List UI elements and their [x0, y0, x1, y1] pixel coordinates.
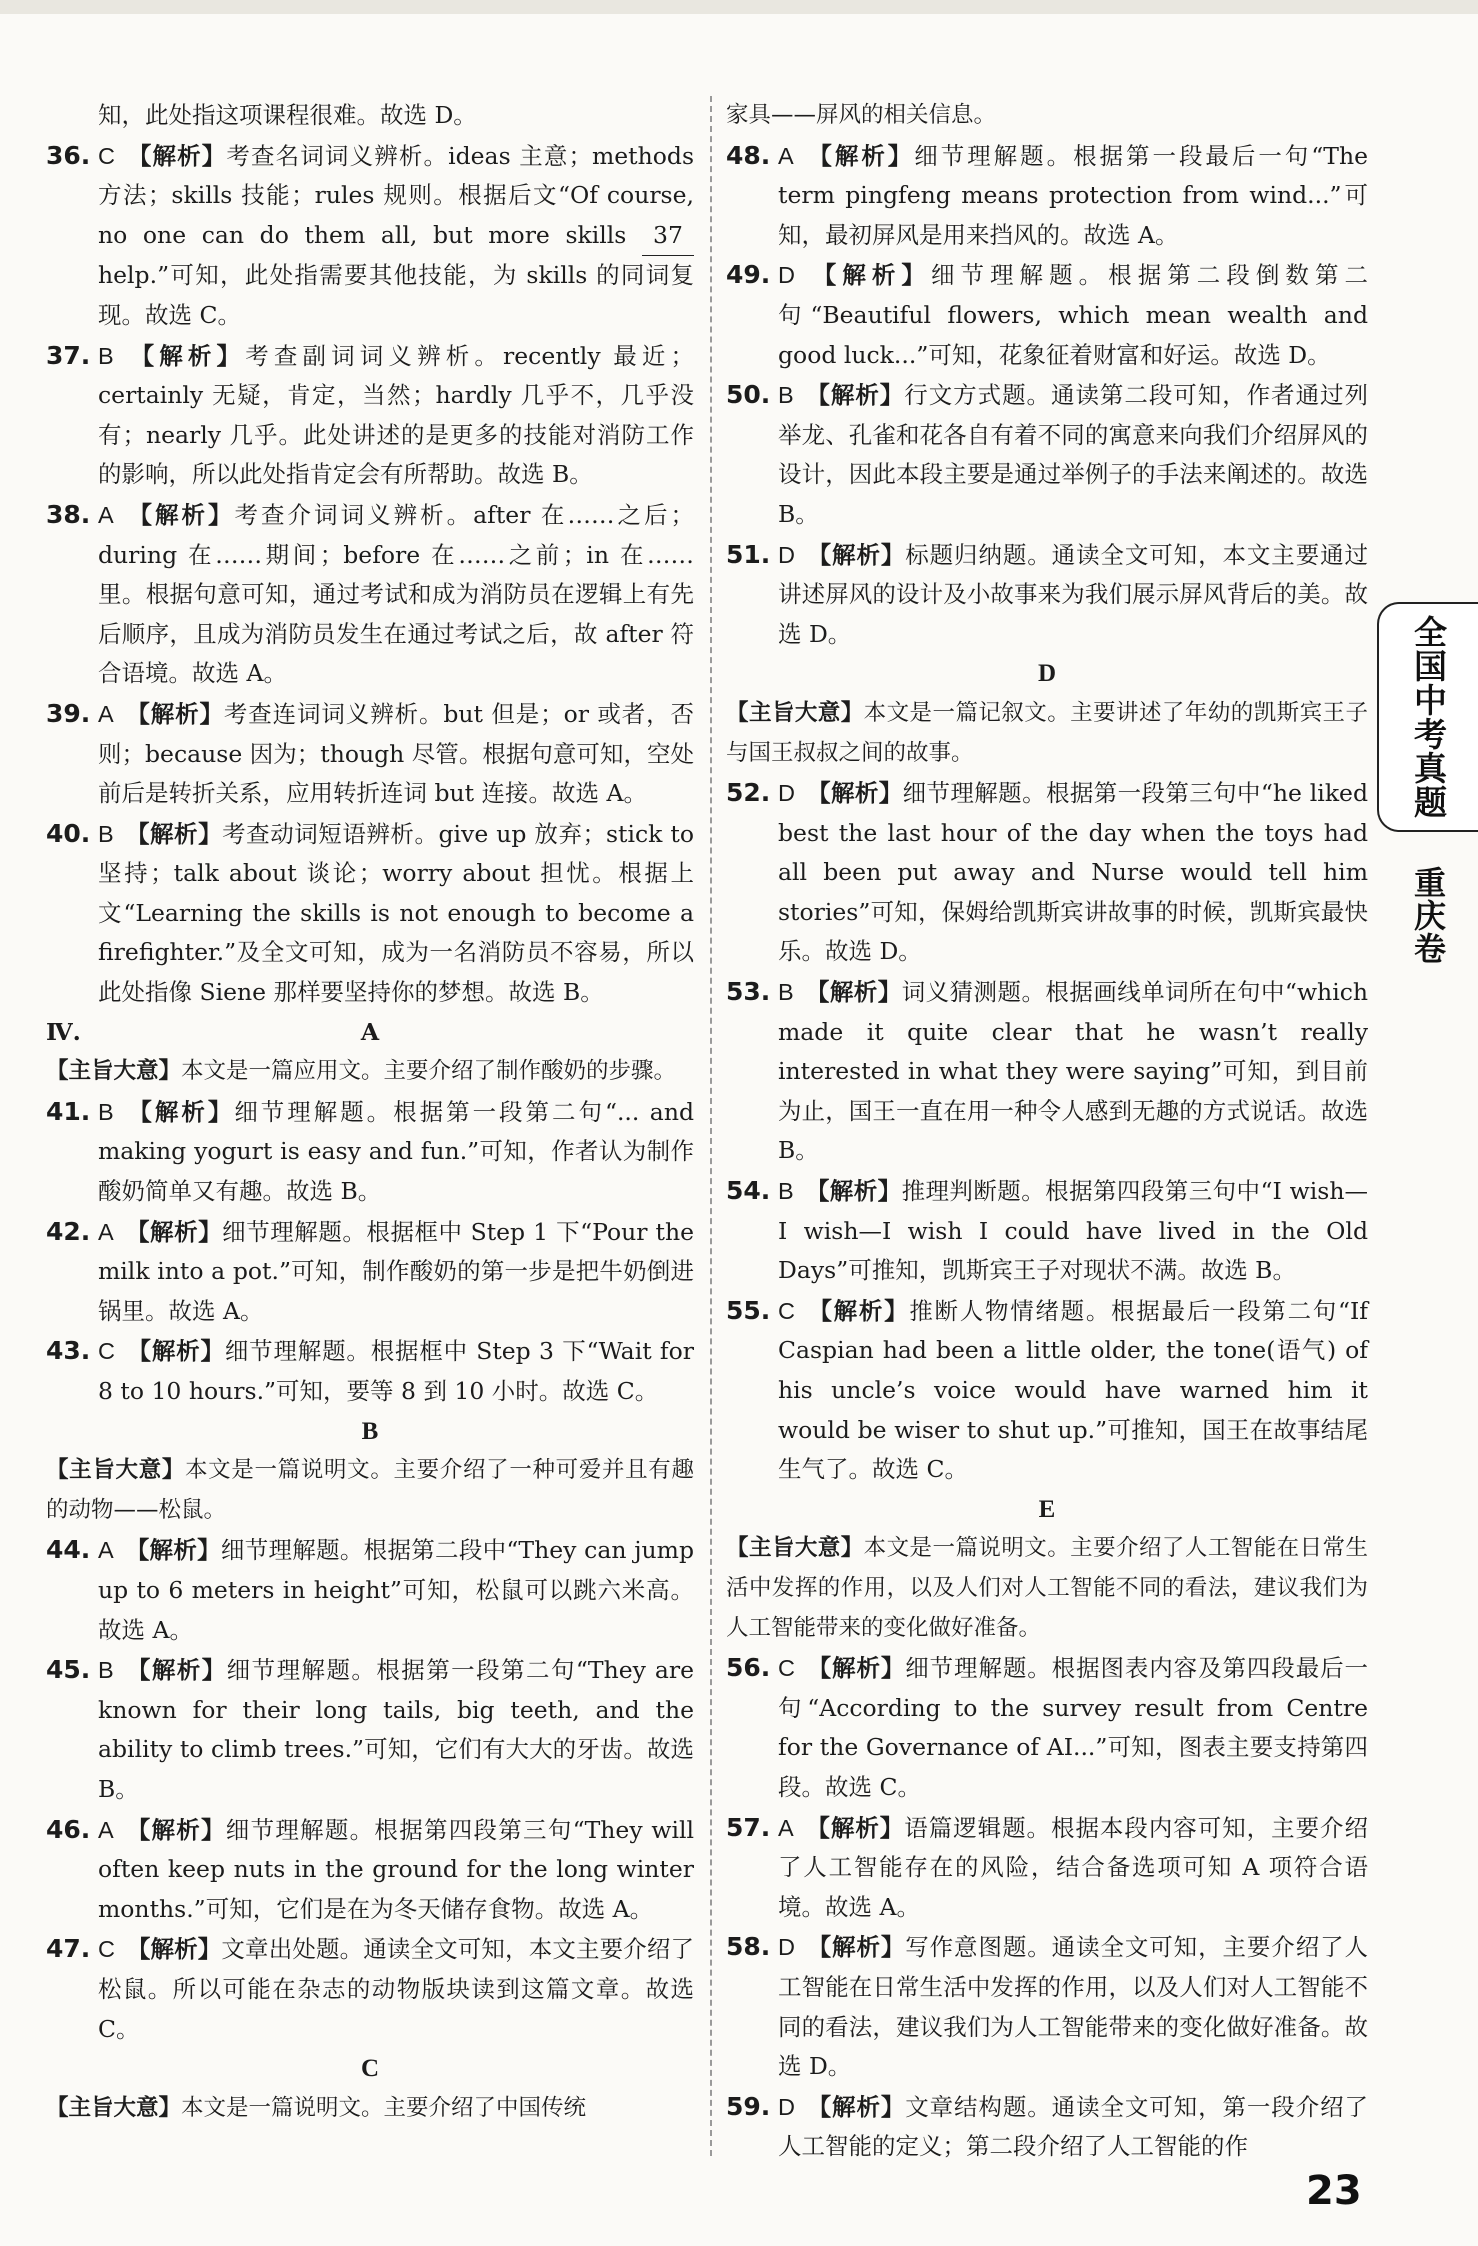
question-number: 50. — [726, 380, 771, 410]
answer-item — [46, 1929, 694, 2049]
answer-item — [726, 1291, 1368, 1490]
summary-text: 本文是一篇说明文。主要介绍了人工智能在日常生活中发挥的作用，以及人们对人工智能不同的看法，建议我们为人工智能带来的变化做好准备。 — [726, 1535, 1368, 1641]
question-number: 57. — [726, 1812, 771, 1842]
answer-item — [726, 2087, 1368, 2167]
answer-letter: A — [98, 501, 114, 528]
answer-letter: B — [98, 1098, 114, 1125]
right-column — [726, 96, 1368, 2167]
analysis-tag: 【解析】 — [125, 1097, 235, 1126]
question-number: 58. — [726, 1932, 771, 1962]
answer-letter: B — [778, 979, 794, 1006]
side-subtitle-text: 重庆卷 — [1409, 866, 1447, 965]
question-number: 55. — [726, 1295, 771, 1325]
analysis-text: 语篇逻辑题。根据本段内容可知，主要介绍了人工智能存在的风险，结合备选项可知 A 项符合语境。故选 A。 — [778, 1813, 1369, 1921]
side-subtitle — [1398, 866, 1458, 969]
answer-letter: A — [98, 1816, 114, 1843]
summary-paragraph — [726, 1529, 1368, 1648]
answer-letter: C — [98, 142, 115, 169]
answer-letter: A — [98, 1218, 114, 1245]
answer-letter: D — [778, 541, 795, 568]
analysis-text: 考查介词词义辨析。after 在……之后；during 在……期间；before 在……之前；in 在……里。根据句意可知，通过考试和成为消防员在逻辑上有先后顺序，且成为消防员发生在通过考试之后，故 after 符合语境。故选 A。 — [98, 500, 694, 688]
summary-paragraph — [46, 1052, 694, 1092]
analysis-text: 细节理解题。根据第一段第二句“They are known for their long tails, big teeth, and the ability to climb trees.”可知，它们有大大的牙齿。故选 B。 — [98, 1656, 694, 1803]
question-number: 36. — [46, 140, 91, 170]
answer-letter: A — [778, 142, 794, 169]
analysis-tag: 【解析】 — [806, 779, 903, 808]
analysis-text: 细节理解题。根据框中 Step 1 下“Pour the milk into a pot.”可知，制作酸奶的第一步是把牛奶倒进锅里。故选 A。 — [98, 1217, 695, 1325]
answer-item — [726, 972, 1368, 1171]
analysis-tag: 【解析】 — [805, 1813, 905, 1842]
analysis-tag: 【解析】 — [805, 1177, 902, 1206]
summary-tag: 【主旨大意】 — [46, 1058, 182, 1085]
answer-item — [726, 535, 1368, 655]
analysis-tag: 【解析】 — [125, 1815, 226, 1844]
analysis-text: 细节理解题。根据图表内容及第四段最后一句“According to the survey result from Centre for the Governance of AI...”可知，图表主要支持第四段。故选 C。 — [778, 1654, 1369, 1801]
answer-letter: C — [778, 1297, 795, 1324]
analysis-tag: 【解析】 — [806, 540, 906, 569]
question-number: 38. — [46, 499, 91, 529]
section-letter: A — [360, 1017, 380, 1046]
top-decoration — [0, 0, 1478, 14]
part-heading — [46, 1013, 694, 1053]
question-number: 39. — [46, 698, 91, 728]
analysis-text: 标题归纳题。通读全文可知，本文主要通过讲述屏风的设计及小故事来为我们展示屏风背后的美。故选 D。 — [778, 540, 1369, 648]
section-heading — [726, 1490, 1368, 1530]
side-tab-title: 全国中考真题 — [1409, 615, 1448, 819]
side-tab — [1377, 602, 1478, 832]
column-divider — [710, 96, 712, 2156]
answer-letter: A — [98, 700, 114, 727]
question-number: 40. — [46, 818, 91, 848]
analysis-text: 细节理解题。根据第二段倒数第二句“Beautiful flowers, which mean wealth and good luck...”可知，花象征着财富和好运。故选 D。 — [778, 261, 1369, 369]
analysis-text: 细节理解题。根据第一段最后一句“The term pingfeng means protection from wind...”可知，最初屏风是用来挡风的。故选 A。 — [778, 141, 1369, 249]
section-heading — [46, 2049, 694, 2089]
analysis-tag: 【解析】 — [806, 1654, 906, 1683]
question-number: 42. — [46, 1216, 91, 1246]
section-letter: D — [1037, 660, 1057, 688]
answer-letter: A — [98, 1537, 114, 1564]
answer-letter: D — [778, 262, 795, 289]
question-number: 43. — [46, 1336, 91, 1366]
summary-paragraph — [46, 2089, 694, 2129]
answer-item — [46, 1092, 694, 1212]
left-column — [46, 96, 694, 2128]
answer-item — [726, 136, 1368, 256]
page-number: 23 — [1306, 2168, 1362, 2214]
answer-letter: D — [778, 2093, 795, 2120]
question-number: 46. — [46, 1814, 91, 1844]
analysis-text: 细节理解题。根据第一段第二句“... and making yogurt is easy and fun.”可知，作者认为制作酸奶简单又有趣。故选 B。 — [98, 1097, 694, 1206]
answer-item — [46, 1331, 694, 1411]
question-number: 47. — [46, 1934, 91, 1964]
analysis-tag: 【解析】 — [126, 141, 227, 170]
answer-item — [726, 1927, 1368, 2086]
question-number: 51. — [726, 539, 771, 569]
blank-number: 37 — [642, 216, 694, 257]
analysis-text: 细节理解题。根据第四段第三句“They will often keep nuts in the ground for the long winter months.”可知，它们是在为冬天储存食物。故选 A。 — [98, 1815, 695, 1923]
analysis-tag: 【解析】 — [125, 1217, 223, 1246]
analysis-text: 细节理解题。根据框中 Step 3 下“Wait for 8 to 10 hours.”可知，要等 8 到 10 小时。故选 C。 — [98, 1337, 695, 1405]
answer-item — [726, 375, 1368, 534]
analysis-tag: 【解析】 — [805, 978, 902, 1007]
summary-text: 本文是一篇说明文。主要介绍了一种可爱并且有趣的动物——松鼠。 — [46, 1457, 694, 1523]
answer-item — [46, 814, 694, 1013]
analysis-tag: 【解析】 — [126, 1337, 225, 1366]
summary-tag: 【主旨大意】 — [726, 1535, 864, 1562]
answer-item — [46, 1650, 694, 1809]
summary-text: 家具——屏风的相关信息。 — [726, 102, 997, 128]
analysis-tag: 【解析】 — [125, 1656, 227, 1685]
analysis-tag: 【解析】 — [806, 261, 931, 290]
continued-text — [46, 96, 694, 136]
analysis-text: 考查连词词义辨析。but 但是；or 或者，否则；because 因为；though 尽管。根据句意可知，空处前后是转折关系，应用转折连词 but 连接。故选 A。 — [98, 699, 694, 808]
question-number: 49. — [726, 260, 771, 290]
analysis-tag: 【解析】 — [125, 699, 224, 728]
answer-item — [46, 1212, 694, 1332]
answer-letter: C — [778, 1655, 795, 1682]
analysis-tag: 【解析】 — [805, 141, 915, 170]
answer-letter: A — [778, 1814, 794, 1841]
analysis-tag: 【解析】 — [125, 500, 235, 529]
analysis-text-tail: help.”可知，此处指需要其他技能，为 skills 的同词复现。故选 C。 — [98, 261, 694, 329]
question-number: 59. — [726, 2091, 771, 2121]
answer-letter: B — [98, 1657, 114, 1684]
answer-letter: C — [98, 1338, 115, 1365]
analysis-text: 词义猜测题。根据画线单词所在句中“which made it quite clear that he wasn’t really interested in what they were saying”可知，到目前为止，国王一直在用一种令人感到无趣的方式说话。故选 B。 — [778, 978, 1369, 1165]
analysis-text: 细节理解题。根据第一段第三句中“he liked best the last hour of the day when the toys had all been put away and Nurse would tell him stories”可知，保姆给凯斯宾讲故事的时候，凯斯宾最快乐。故选 D。 — [778, 779, 1369, 966]
question-number: 53. — [726, 977, 771, 1007]
section-heading — [46, 1412, 694, 1452]
question-number: 54. — [726, 1176, 771, 1206]
answer-item — [726, 255, 1368, 375]
continued-text-content: 知，此处指这项课程很难。故选 D。 — [98, 101, 477, 129]
analysis-text: 细节理解题。根据第二段中“They can jump up to 6 meters in height”可知，松鼠可以跳六米高。故选 A。 — [98, 1536, 694, 1644]
analysis-text: 考查动词短语辨析。give up 放弃；stick to 坚持；talk about 谈论；worry about 担忧。根据上文“Learning the skills is not enough to become a firefighter.”及全文可知，成为一名消防员不容易，所以此处指像 Siene 那样要坚持你的梦想。故选 B。 — [98, 819, 695, 1007]
answer-letter: D — [778, 780, 795, 807]
answer-letter: C — [98, 1936, 115, 1963]
summary-tag: 【主旨大意】 — [726, 699, 864, 726]
analysis-text: 写作意图题。通读全文可知，主要介绍了人工智能在日常生活中发挥的作用，以及人们对人工智能不同的看法，建议我们为人工智能带来的变化做好准备。故选 D。 — [778, 1933, 1369, 2081]
section-letter: B — [361, 1417, 379, 1445]
analysis-text: 文章结构题。通读全文可知，第一段介绍了人工智能的定义；第二段介绍了人工智能的作 — [778, 2092, 1369, 2161]
summary-paragraph — [46, 1451, 694, 1530]
section-heading — [726, 654, 1368, 694]
question-number: 37. — [46, 340, 91, 370]
analysis-tag: 【解析】 — [125, 341, 246, 370]
section-letter: E — [1038, 1495, 1056, 1523]
answer-item — [46, 694, 694, 814]
analysis-tag: 【解析】 — [125, 819, 223, 848]
answer-letter: B — [98, 342, 114, 369]
summary-text: 本文是一篇记叙文。主要讲述了年幼的凯斯宾王子与国王叔叔之间的故事。 — [726, 699, 1368, 766]
answer-item — [46, 136, 694, 336]
analysis-tag: 【解析】 — [806, 1933, 906, 1962]
analysis-tag: 【解析】 — [126, 1935, 222, 1964]
answer-item — [726, 1808, 1368, 1928]
answer-item — [726, 1171, 1368, 1291]
answer-item — [46, 1530, 694, 1650]
analysis-text: 推断人物情绪题。根据最后一段第二句“If Caspian had been a little older, the tone(语气) of his uncle’s voice would have warned him it would be wiser to shut up.”可推知，国王在故事结尾生气了。故选 C。 — [778, 1296, 1369, 1484]
analysis-tag: 【解析】 — [805, 381, 905, 410]
answer-item — [46, 1810, 694, 1930]
summary-continued — [726, 96, 1368, 136]
section-letter: C — [360, 2055, 380, 2083]
answer-item — [46, 495, 694, 694]
answer-item — [726, 773, 1368, 972]
answer-letter: B — [778, 1178, 794, 1205]
answer-letter: D — [778, 1934, 795, 1961]
question-number: 52. — [726, 778, 771, 808]
question-number: 45. — [46, 1655, 91, 1685]
analysis-text: 文章出处题。通读全文可知，本文主要介绍了松鼠。所以可能在杂志的动物版块读到这篇文章。故选 C。 — [98, 1935, 695, 2043]
summary-tag: 【主旨大意】 — [46, 1457, 185, 1484]
summary-paragraph — [726, 694, 1368, 773]
question-number: 56. — [726, 1653, 771, 1683]
part-roman-numeral: Ⅳ. — [46, 1017, 81, 1046]
answer-letter: B — [98, 820, 114, 847]
answer-item — [726, 1648, 1368, 1807]
question-number: 41. — [46, 1096, 91, 1126]
answer-letter: B — [778, 382, 794, 409]
summary-text: 本文是一篇应用文。主要介绍了制作酸奶的步骤。 — [181, 1058, 677, 1085]
answer-item — [46, 336, 694, 495]
summary-tag: 【主旨大意】 — [46, 2094, 182, 2121]
analysis-tag: 【解析】 — [806, 1296, 910, 1325]
analysis-text: 行文方式题。通读第二段可知，作者通过列举龙、孔雀和花各自有着不同的寓意来向我们介绍屏风的设计，因此本段主要是通过举例子的手法来阐述的。故选 B。 — [778, 381, 1369, 528]
question-number: 48. — [726, 140, 771, 170]
analysis-text: 推理判断题。根据第四段第三句中“I wish—I wish—I wish I could have lived in the Old Days”可推知，凯斯宾王子对现状不满。故选 B。 — [778, 1177, 1369, 1285]
summary-text: 本文是一篇说明文。主要介绍了中国传统 — [181, 2094, 587, 2121]
analysis-tag: 【解析】 — [806, 2092, 906, 2121]
question-number: 44. — [46, 1535, 91, 1565]
analysis-tag: 【解析】 — [125, 1536, 221, 1565]
analysis-text: 考查副词词义辨析。recently 最近；certainly 无疑，肯定，当然；hardly 几乎不，几乎没有；nearly 几乎。此处讲述的是更多的技能对消防工作的影响，所以此处指肯定会有所帮助。故选 B。 — [98, 341, 695, 489]
analysis-text: 考查名词词义辨析。ideas 主意；methods 方法；skills 技能；rules 规则。根据后文“Of course, no one can do them all, but more skills — [98, 141, 695, 249]
